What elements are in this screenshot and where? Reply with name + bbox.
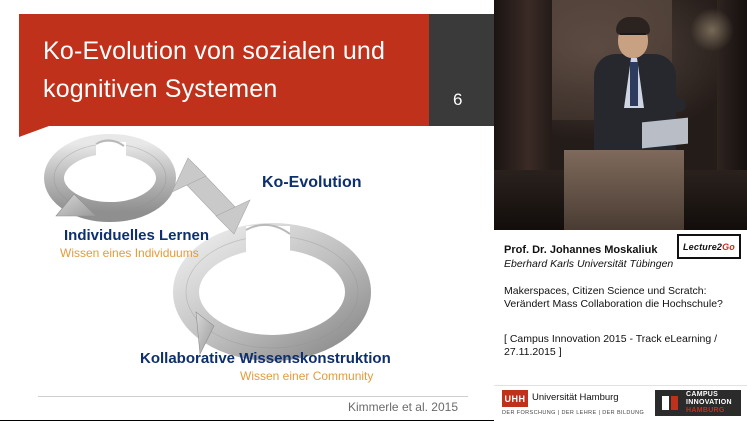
- slide-title-banner: [19, 14, 459, 126]
- laptop: [642, 118, 688, 149]
- collaborative-construction-cycle: [186, 225, 358, 354]
- campus-innovation-icon: [659, 393, 681, 413]
- label-kollaborative-wissenskonstruktion: Kollaborative Wissenskonstruktion: [140, 350, 391, 367]
- event-info: [ Campus Innovation 2015 - Track eLearning / 27.11.2015 ]: [504, 333, 718, 358]
- right-panel: [494, 0, 747, 420]
- lectern: [564, 150, 684, 230]
- campus-line-3: HAMBURG: [686, 407, 725, 414]
- uhh-logo-mark: UHH: [502, 390, 528, 407]
- slide-number-box: [429, 14, 494, 126]
- koevolution-double-arrow: [172, 158, 250, 234]
- lecture2go-accent: Go: [722, 241, 736, 252]
- label-individuelles-lernen: Individuelles Lernen: [64, 227, 210, 244]
- label-wissen-eines-individuums: Wissen eines Individuums: [60, 246, 199, 260]
- campus-line-1: CAMPUS: [686, 391, 719, 398]
- lecture2go-main: Lecture2: [682, 241, 723, 252]
- slide-citation: Kimmerle et al. 2015: [347, 400, 458, 414]
- speaker-name: Prof. Dr. Johannes Moskaliuk: [504, 244, 658, 256]
- speaker-tie: [630, 62, 638, 106]
- speaker-video[interactable]: [494, 0, 747, 230]
- talk-title: Makerspaces, Citizen Science und Scratch: Verändert Mass Collaboration die Hochschule?: [504, 285, 723, 310]
- campus-innovation-logo: [655, 390, 741, 416]
- slide-number: 6: [453, 90, 463, 109]
- slide-footer-divider: [38, 396, 468, 397]
- lecture2go-logo[interactable]: [677, 234, 741, 259]
- video-stage-light: [690, 8, 734, 52]
- campus-innovation-text: [686, 391, 732, 415]
- talk-info-panel: [494, 230, 747, 385]
- campus-line-2: INNOVATION: [686, 399, 732, 406]
- uhh-name: Universität Hamburg: [532, 392, 619, 403]
- label-wissen-einer-community: Wissen einer Community: [240, 369, 374, 383]
- logo-bar: [494, 385, 747, 421]
- uhh-tagline: DER FORSCHUNG | DER LEHRE | DER BILDUNG: [502, 410, 645, 416]
- speaker-affiliation: Eberhard Karls Universität Tübingen: [504, 258, 674, 270]
- glasses-icon: [620, 33, 646, 41]
- individual-learning-cycle: [54, 140, 166, 216]
- label-koevolution: Ko-Evolution: [262, 174, 362, 191]
- slide-title: Ko-Evolution von sozialen und kognitiven Systemen: [43, 37, 386, 103]
